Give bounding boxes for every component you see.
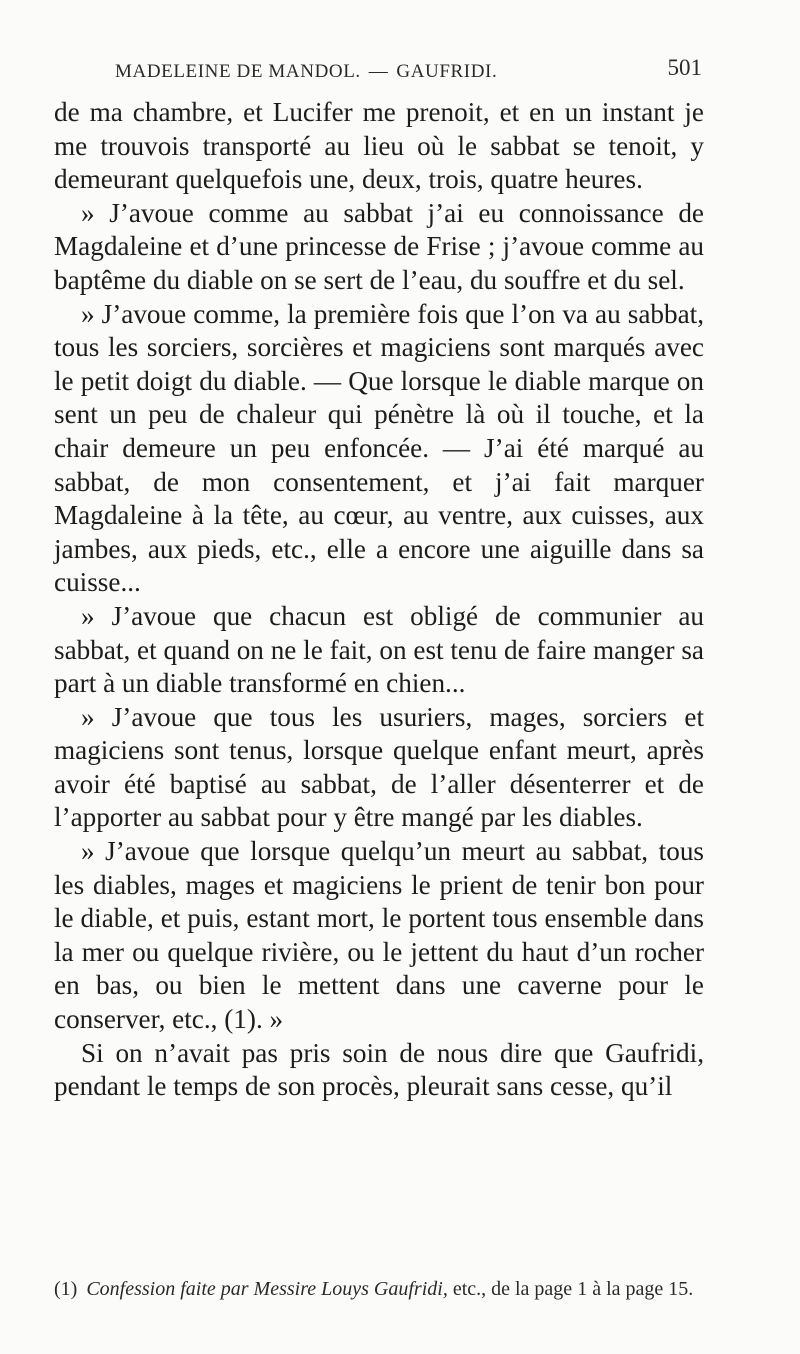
footnote-title: Confession faite par Messire Louys Gaufridi, [86, 1278, 448, 1300]
paragraph-continuation: de ma chambre, et Lucifer me prenoit, et en un instant je me trouvois transporté au lieu où le sabbat se tenoit, y demeurant quelquefois une, deux, trois, quatre heures. [54, 97, 704, 195]
paragraph-confession-frise: » J’avoue comme au sabbat j’ai eu connoissance de Magdaleine et d’une princesse de Frise ; j’avoue comme au baptême du diable on se sert de l’eau, du souffre et du sel. [54, 197, 704, 295]
paragraph-confession-usuriers: » J’avoue que tous les usuriers, mages, sorciers et magiciens sont tenus, lorsque quelque enfant meurt, après avoir été baptisé au sabbat, de l’aller désenterrer et de l’apporter au sabbat pour y être mangé par les diables. [54, 701, 704, 833]
footnote-marker: (1) [54, 1278, 78, 1300]
running-head [115, 55, 702, 87]
paragraph-confession-mort: » J’avoue que lorsque quelqu’un meurt au sabbat, tous les diables, mages et magiciens le prient de tenir bon pour le diable, et puis, estant mort, le portent tous ensemble dans la mer ou quelque rivière, ou le jettent du haut d’un rocher en bas, ou bien le mettent dans une caverne pour le conserver, etc., (1). » [54, 836, 704, 1035]
running-title-right: GAUFRIDI. [396, 61, 498, 82]
footnote-reference: etc., de la page 1 à la page 15. [452, 1278, 694, 1300]
paragraph-confession-communier: » J’avoue que chacun est obligé de communier au sabbat, et quand on ne le fait, on est tenu de faire manger sa part à un diable transformé en chien... [54, 600, 704, 699]
page-number: 501 [667, 55, 702, 80]
paragraph-commentary: Si on n’avait pas pris soin de nous dire que Gaufridi, pendant le temps de son procès, pleurait sans cesse, qu’il [54, 1037, 704, 1102]
running-title-left: MADELEINE DE MANDOL. [115, 61, 361, 82]
running-title [115, 61, 497, 83]
body-text [54, 96, 704, 1104]
footnote [54, 1277, 704, 1301]
paragraph-confession-marque: » J’avoue comme, la première fois que l’on va au sabbat, tous les sorciers, sorcières et magiciens sont marqués avec le petit doigt du diable. — Que lorsque le diable marque on sent un peu de chaleur qui pénètre là où il touche, et la chair demeure un peu enfoncée. — J’ai été marqué au sabbat, de mon consentement, et j’ai fait marquer Magdaleine à la tête, au cœur, au ventre, aux cuisses, aux jambes, aux pieds, etc., elle a encore une aiguille dans sa cuisse... [54, 298, 704, 598]
running-title-separator: — [368, 61, 389, 82]
